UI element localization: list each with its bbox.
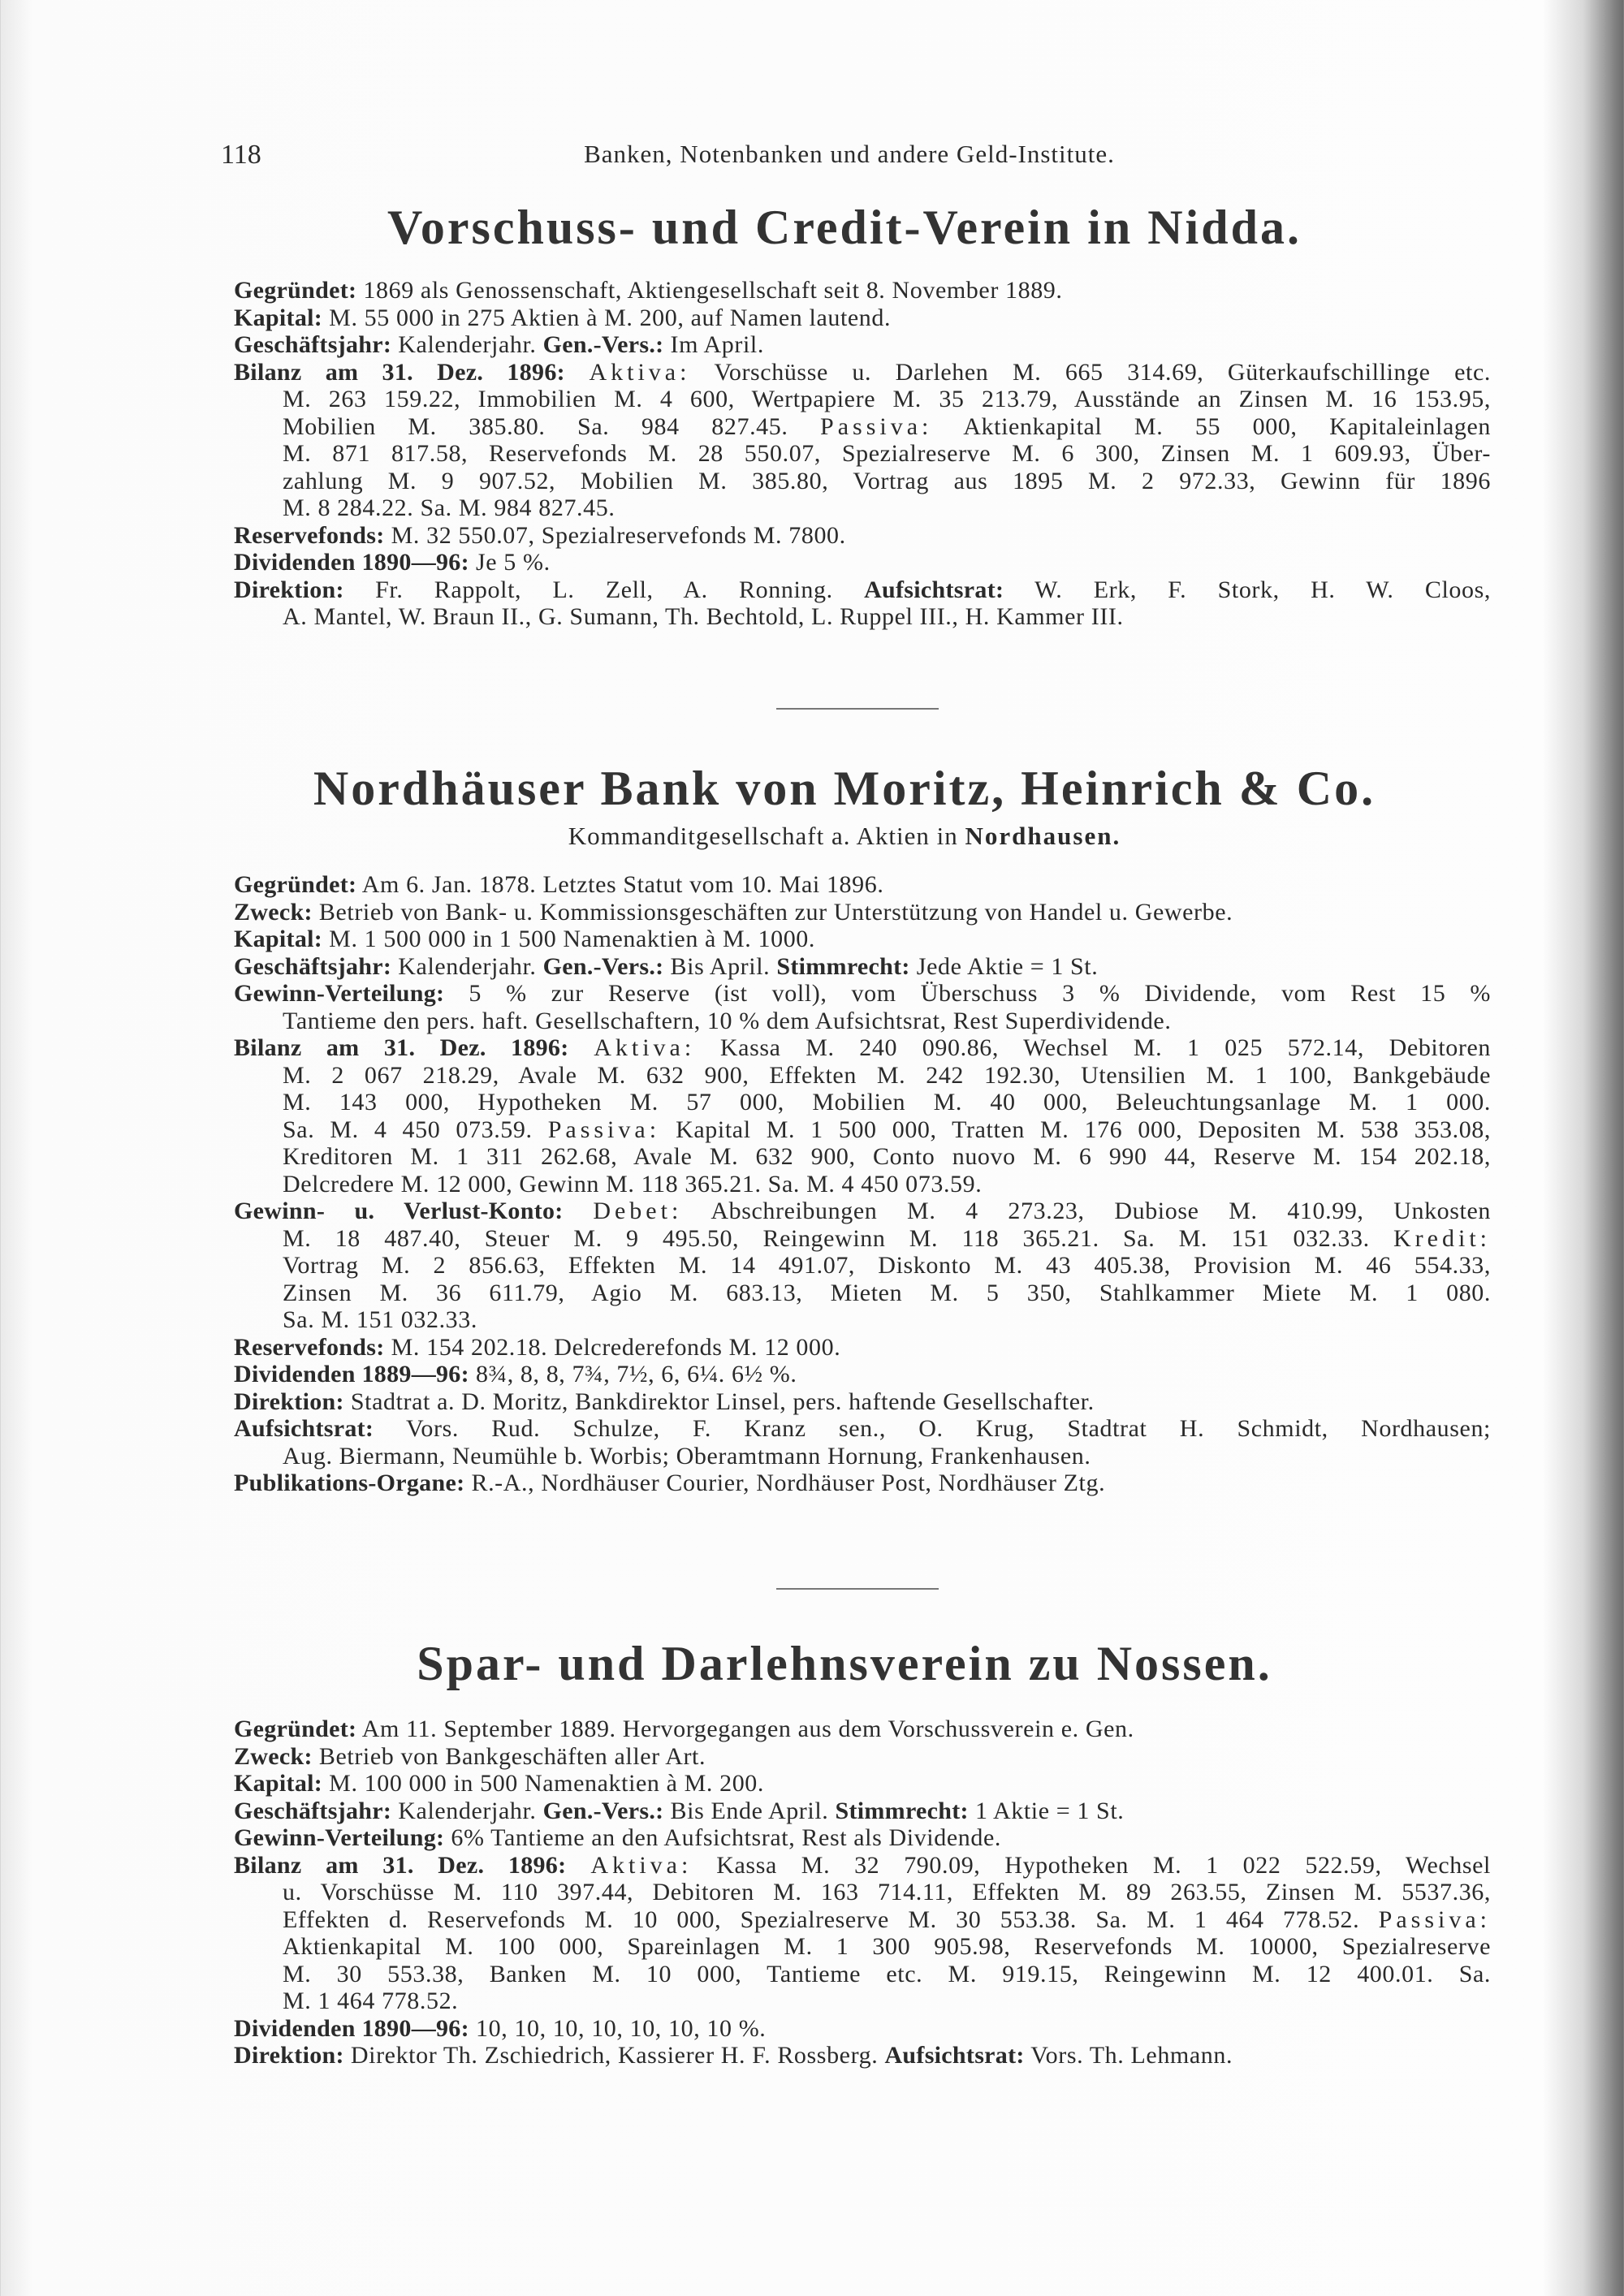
entry: [234, 277, 1491, 304]
text-line: Gewinn- u. Verlust-Konto: Debet: Abschreibungen M. 4 273.23, Dubiose M. 410.99, Unkosten: [234, 1198, 1492, 1224]
entry: [234, 331, 1491, 359]
text-line: Bilanz am 31. Dez. 1896: Aktiva: Kassa M. 32 790.09, Hypotheken M. 1 022 522.59, Wechsel: [234, 1851, 1491, 1879]
entry-label: Publikations-Organe:: [234, 1470, 465, 1496]
entry-label: Gewinn-Verteilung:: [234, 980, 445, 1007]
entry: [234, 953, 1491, 981]
section-subtitle: [0, 822, 1624, 851]
text-line: Zweck: Betrieb von Bank- u. Kommissionsgeschäften zur Unterstützung von Handel u. Gewerbe.: [234, 898, 1233, 926]
text-line: M. 871 817.58, Reservefonds M. 28 550.07, Spezialreserve M. 6 300, Zinsen M. 1 609.93, Über-: [283, 440, 1491, 467]
text-line: Reservefonds: M. 154 202.18. Delcrederefonds M. 12 000.: [234, 1333, 841, 1361]
entry-label: Reservefonds:: [234, 521, 385, 549]
text-line: Kapital: M. 55 000 in 275 Aktien à M. 200, auf Namen lautend.: [234, 304, 892, 331]
entry: [234, 926, 1491, 953]
section-body: [234, 1716, 1491, 2069]
text-line: Publikations-Organe: R.-A., Nordhäuser Courier, Nordhäuser Post, Nordhäuser Ztg.: [234, 1470, 1106, 1496]
entry: [234, 1852, 1491, 2015]
entry-label: Stimmrecht:: [776, 952, 910, 980]
text-line: M. 30 553.38, Banken M. 10 000, Tantieme etc. M. 919.15, Reingewinn M. 12 400.01. Sa.: [283, 1960, 1491, 1987]
entry-label: Bilanz am 31. Dez. 1896:: [234, 1034, 569, 1061]
text-line: Effekten d. Reservefonds M. 10 000, Spezialreserve M. 30 553.38. Sa. M. 1 464 778.52. Passiva:: [283, 1905, 1491, 1933]
separator: [776, 708, 939, 710]
entry: [234, 2042, 1491, 2069]
entry-label: Geschäftsjahr:: [234, 331, 392, 358]
text-line: Gewinn-Verteilung: 5 % zur Reserve (ist voll), vom Überschuss 3 % Dividende, vom Rest 15 %: [234, 980, 1491, 1007]
text-line: Gegründet: 1869 als Genossenschaft, Aktiengesellschaft seit 8. November 1889.: [234, 277, 1063, 304]
running-head: Banken, Notenbanken und andere Geld-Institute.: [584, 140, 1115, 168]
text-line: Reservefonds: M. 32 550.07, Spezialreservefonds M. 7800.: [234, 521, 846, 549]
text-line: M. 1 464 778.52.: [283, 1987, 459, 2014]
entry: [234, 1716, 1491, 1743]
section-body: [234, 871, 1491, 1497]
entry-label: Gegründet:: [234, 277, 357, 304]
entry: [234, 522, 1491, 550]
spaced-label: Passiva:: [1378, 1905, 1491, 1933]
entry-label: Kapital:: [234, 1770, 323, 1797]
text-line: Sa. M. 4 450 073.59. Passiva: Kapital M. 1 500 000, Tratten M. 176 000, Depositen M. 538 353.08,: [283, 1116, 1492, 1143]
separator: [776, 1588, 939, 1590]
entry-label: Zweck:: [234, 898, 313, 926]
entry-label: Reservefonds:: [234, 1333, 385, 1361]
entry: [234, 1798, 1491, 1825]
text-line: M. 18 487.40, Steuer M. 9 495.50, Reingewinn M. 118 365.21. Sa. M. 151 032.33. Kredit:: [283, 1224, 1491, 1252]
entry-label: Aufsichtsrat:: [884, 2042, 1025, 2069]
entry-label: Kapital:: [234, 926, 323, 952]
text-line: Zweck: Betrieb von Bankgeschäften aller Art.: [234, 1742, 706, 1770]
entry-label: Bilanz am 31. Dez. 1896:: [234, 1851, 567, 1879]
text-line: Sa. M. 151 032.33.: [283, 1306, 477, 1333]
text-line: M. 2 067 218.29, Avale M. 632 900, Effekten M. 242 192.30, Utensilien M. 1 100, Bankgebäude: [283, 1061, 1491, 1089]
entry: [234, 1334, 1491, 1362]
entry: [234, 1388, 1491, 1416]
text-line: Kapital: M. 1 500 000 in 1 500 Namenaktien à M. 1000.: [234, 926, 816, 952]
text-line: Aktienkapital M. 100 000, Spareinlagen M. 1 300 905.98, Reservefonds M. 10000, Spezialreserve: [283, 1933, 1491, 1960]
entry: [234, 1470, 1491, 1497]
entry: [234, 1415, 1491, 1470]
entry: [234, 1198, 1491, 1334]
text-line: M. 143 000, Hypotheken M. 57 000, Mobilien M. 40 000, Beleuchtungsanlage M. 1 000.: [283, 1089, 1491, 1116]
text-line: Bilanz am 31. Dez. 1896: Aktiva: Kassa M. 240 090.86, Wechsel M. 1 025 572.14, Debitoren: [234, 1034, 1491, 1061]
entry-label: Bilanz am 31. Dez. 1896:: [234, 358, 565, 386]
entry-label: Direktion:: [234, 576, 344, 603]
text-line: Geschäftsjahr: Kalenderjahr. Gen.-Vers.: Bis Ende April. Stimmrecht: 1 Aktie = 1 St.: [234, 1797, 1125, 1824]
entry-label: Direktion:: [234, 2042, 344, 2069]
text-line: Direktion: Fr. Rappolt, L. Zell, A. Ronning. Aufsichtsrat: W. Erk, F. Stork, H. W. Cloos,: [234, 576, 1491, 603]
entry-label: Geschäftsjahr:: [234, 1797, 392, 1824]
entry-label: Gen.-Vers.:: [542, 331, 664, 358]
text-line: Direktion: Stadtrat a. D. Moritz, Bankdirektor Linsel, pers. haftende Gesellschafter.: [234, 1388, 1095, 1415]
text-line: Vortrag M. 2 856.63, Effekten M. 14 491.07, Diskonto M. 43 405.38, Provision M. 46 554.33,: [283, 1252, 1491, 1279]
text-line: u. Vorschüsse M. 110 397.44, Debitoren M. 163 714.11, Effekten M. 89 263.55, Zinsen M. 5537.36,: [283, 1879, 1491, 1905]
section-title: Vorschuss- und Credit-Verein in Nidda.: [387, 201, 1302, 254]
section-title: Nordhäuser Bank von Moritz, Heinrich & Co.: [313, 762, 1376, 815]
text-line: Dividenden 1889—96: 8¾, 8, 8, 7¾, 7½, 6, 6¼. 6½ %.: [234, 1361, 797, 1388]
entry-label: Aufsichtsrat:: [864, 576, 1004, 603]
entry: [234, 1743, 1491, 1771]
spaced-label: Kredit:: [1393, 1224, 1491, 1252]
entry-label: Gewinn- u. Verlust-Konto:: [234, 1198, 564, 1224]
text-line: Bilanz am 31. Dez. 1896: Aktiva: Vorschüsse u. Darlehen M. 665 314.69, Güterkaufschillinge etc.: [234, 358, 1491, 386]
text-line: Direktion: Direktor Th. Zschiedrich, Kassierer H. F. Rossberg. Aufsichtsrat: Vors. Th. Lehmann.: [234, 2042, 1233, 2069]
entry-label: Dividenden 1890—96:: [234, 2014, 469, 2042]
text-line: Kapital: M. 100 000 in 500 Namenaktien à M. 200.: [234, 1770, 765, 1797]
entry: [234, 871, 1491, 899]
text-line: Aug. Biermann, Neumühle b. Worbis; Oberamtmann Hornung, Frankenhausen.: [283, 1442, 1091, 1470]
entry: [234, 980, 1491, 1034]
text-line: Dividenden 1890—96: Je 5 %.: [234, 549, 551, 576]
entry: [234, 1770, 1491, 1798]
text-line: Dividenden 1890—96: 10, 10, 10, 10, 10, 10, 10 %.: [234, 2014, 767, 2042]
spaced-label: Aktiva:: [590, 1851, 693, 1879]
spaced-label: Aktiva:: [594, 1034, 696, 1061]
entry: [234, 304, 1491, 332]
spaced-label: Passiva:: [820, 412, 933, 440]
entry-label: Kapital:: [234, 304, 323, 331]
text-line: zahlung M. 9 907.52, Mobilien M. 385.80, Vortrag aus 1895 M. 2 972.33, Gewinn für 1896: [283, 467, 1491, 494]
spaced-label: Passiva:: [547, 1116, 661, 1143]
entry-label: Gewinn-Verteilung:: [234, 1824, 445, 1851]
entry: [234, 549, 1491, 576]
entry-label: Gegründet:: [234, 871, 357, 898]
text-line: Zinsen M. 36 611.79, Agio M. 683.13, Mieten M. 5 350, Stahlkammer Miete M. 1 080.: [283, 1279, 1491, 1306]
text-line: Kreditoren M. 1 311 262.68, Avale M. 632 900, Conto nuovo M. 6 990 44, Reserve M. 154 202.18,: [283, 1143, 1491, 1170]
entry: [234, 576, 1491, 631]
entry-label: Stimmrecht:: [835, 1797, 969, 1824]
text-line: Tantieme den pers. haft. Gesellschaftern, 10 % dem Aufsichtsrat, Rest Superdividende.: [283, 1007, 1172, 1034]
entry: [234, 1824, 1491, 1852]
spaced-label: Aktiva:: [589, 358, 691, 386]
subtitle-text: Kommanditgesellschaft a. Aktien in: [568, 822, 965, 850]
entry: [234, 1034, 1491, 1198]
subtitle-place: Nordhausen.: [965, 822, 1121, 850]
text-line: Geschäftsjahr: Kalenderjahr. Gen.-Vers.: Bis April. Stimmrecht: Jede Aktie = 1 St.: [234, 952, 1099, 980]
entry: [234, 899, 1491, 926]
text-line: Gewinn-Verteilung: 6% Tantieme an den Aufsichtsrat, Rest als Dividende.: [234, 1824, 1001, 1851]
text-line: M. 263 159.22, Immobilien M. 4 600, Wertpapiere M. 35 213.79, Ausstände an Zinsen M. 16 153.95,: [283, 386, 1491, 412]
section-title: Spar- und Darlehnsverein zu Nossen.: [417, 1637, 1272, 1690]
entry-label: Geschäftsjahr:: [234, 952, 392, 980]
text-line: Gegründet: Am 6. Jan. 1878. Letztes Statut vom 10. Mai 1896.: [234, 871, 884, 898]
entry-label: Zweck:: [234, 1742, 313, 1770]
entry-label: Gen.-Vers.:: [542, 952, 664, 980]
entry-label: Dividenden 1889—96:: [234, 1361, 469, 1388]
section-body: [234, 277, 1491, 631]
text-line: M. 8 284.22. Sa. M. 984 827.45.: [283, 494, 615, 521]
entry: [234, 2015, 1491, 2043]
entry: [234, 1361, 1491, 1388]
text-line: Gegründet: Am 11. September 1889. Hervorgegangen aus dem Vorschussverein e. Gen.: [234, 1716, 1134, 1742]
entry-label: Gegründet:: [234, 1716, 357, 1742]
page-number: 118: [221, 140, 261, 170]
entry-label: Gen.-Vers.:: [542, 1797, 664, 1824]
text-line: Geschäftsjahr: Kalenderjahr. Gen.-Vers.: Im April.: [234, 331, 764, 358]
spaced-label: Debet:: [593, 1198, 683, 1224]
entry-label: Aufsichtsrat:: [234, 1415, 374, 1442]
entry-label: Dividenden 1890—96:: [234, 549, 469, 576]
text-line: A. Mantel, W. Braun II., G. Sumann, Th. Bechtold, L. Ruppel III., H. Kammer III.: [283, 603, 1124, 630]
text-line: Delcredere M. 12 000, Gewinn M. 118 365.21. Sa. M. 4 450 073.59.: [283, 1170, 983, 1198]
text-line: Mobilien M. 385.80. Sa. 984 827.45. Passiva: Aktienkapital M. 55 000, Kapitaleinlagen: [283, 412, 1491, 440]
entry-label: Direktion:: [234, 1388, 344, 1415]
text-line: Aufsichtsrat: Vors. Rud. Schulze, F. Kranz sen., O. Krug, Stadtrat H. Schmidt, Nordhausen;: [234, 1415, 1491, 1442]
entry: [234, 359, 1491, 522]
